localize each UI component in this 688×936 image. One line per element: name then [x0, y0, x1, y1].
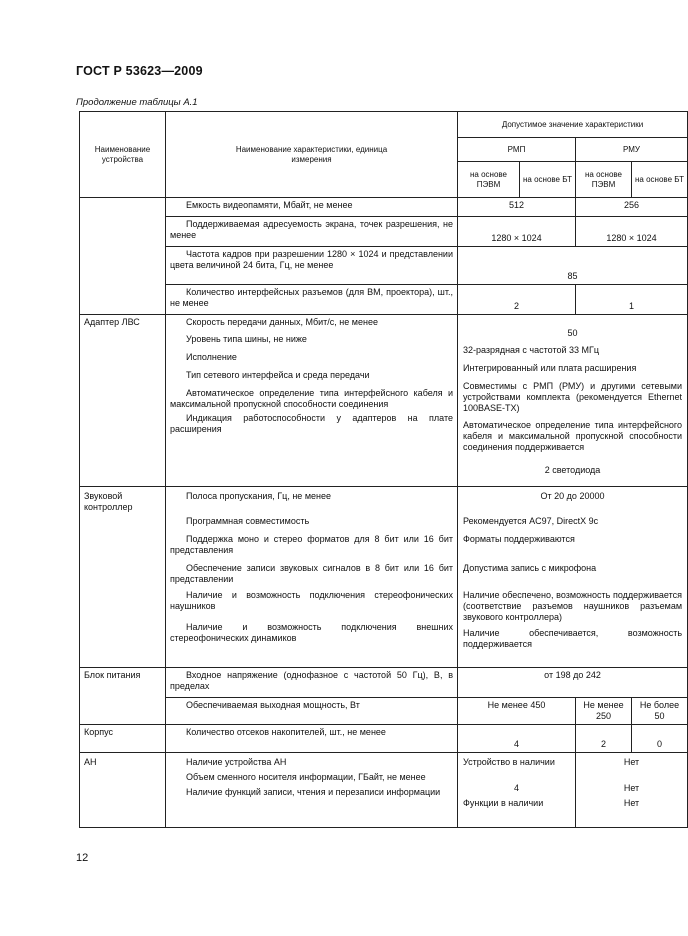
value-output-power-min: Не менее 450 — [458, 698, 576, 725]
characteristics-table — [79, 111, 688, 828]
char-text: Поддерживаемая адресуемость экрана, точек разрешения, не менее — [170, 219, 453, 240]
char-network-interface: Тип сетевого интерфейса и среда передачи — [186, 370, 370, 380]
char-text: Количество отсеков накопителей, шт., не менее — [186, 727, 386, 737]
value-an-capacity-rmp: 4 — [513, 783, 519, 793]
char-text: Количество интерфейсных разъемов (для ВМ, проектора), шт., не менее — [170, 287, 453, 308]
value-drive-bays-rmp: 4 — [458, 725, 576, 753]
char-indication: Индикация работоспособности у адаптеров на плате расширения — [170, 413, 453, 434]
rmu-interface-connectors: 1 — [576, 285, 688, 315]
value-drive-bays-rmu-pevm: 2 — [576, 725, 632, 753]
char-bandwidth: Полоса пропускания, Гц, не менее — [186, 491, 331, 501]
rmp-video-memory: 512 — [458, 198, 576, 217]
header-rmu-bt: на основе БТ — [632, 162, 688, 198]
rmp-screen-addressability: 1280 × 1024 — [458, 217, 576, 247]
value-an-capacity-rmu: Нет — [623, 783, 640, 793]
header-rmp-pevm: на основе ПЭВМ — [458, 162, 520, 198]
device-case — [80, 725, 166, 753]
char-text: Обеспечиваемая выходная мощность, Вт — [186, 700, 360, 710]
char-bus-level: Уровень типа шины, не ниже — [186, 334, 307, 344]
rmu-screen-addressability: 1280 × 1024 — [576, 217, 688, 247]
device-sound-controller — [80, 487, 166, 668]
device-label: Адаптер ЛВС — [84, 317, 140, 327]
char-speakers: Наличие и возможность подключения внешних стереофонических динамиков — [170, 622, 453, 643]
table-caption: Продолжение таблицы А.1 — [76, 97, 198, 108]
header-rmp-bt: на основе БТ — [520, 162, 576, 198]
char-screen-addressability — [166, 217, 458, 247]
value-auto-detect: Автоматическое определение типа интерфейсного кабеля и максимальной пропускной способности соединения поддерживается — [463, 420, 683, 452]
value-speakers: Наличие обеспечивается, возможность поддерживается — [463, 628, 683, 649]
char-an-capacity: Объем сменного носителя информации, ГБайт, не менее — [186, 772, 426, 782]
value-software-compat: Рекомендуется AC97, DirectX 9c — [463, 516, 599, 526]
value-an-functions-rmp: Функции в наличии — [463, 798, 544, 808]
char-mono-stereo: Поддержка моно и стерео форматов для 8 бит или 16 бит представления — [170, 534, 453, 555]
char-drive-bays — [166, 725, 458, 753]
page-number: 12 — [76, 852, 89, 864]
char-execution: Исполнение — [186, 352, 237, 362]
header-rmu: РМУ — [576, 138, 688, 162]
chars-an — [166, 753, 458, 828]
header-allowed-value: Допустимое значение характеристики — [458, 112, 688, 138]
header-device: Наименование устройства — [80, 112, 166, 198]
char-frame-rate — [166, 247, 458, 285]
value-indication: 2 светодиода — [544, 465, 601, 475]
value-an-presence-rmu: Нет — [623, 757, 640, 767]
chars-lan-adapter — [166, 315, 458, 487]
char-an-presence: Наличие устройства АН — [186, 757, 287, 767]
value-an-functions-rmu: Нет — [623, 798, 640, 808]
char-an-functions: Наличие функций записи, чтения и перезаписи информации — [186, 787, 441, 797]
value-network-interface: Совместимы с РМП (РМУ) и другими сетевыми устройствами комплекта (рекомендуется Ethernet 100BASE-TX) — [463, 381, 683, 413]
char-video-memory — [166, 198, 458, 217]
char-text: Частота кадров при разрешении 1280 × 1024 и представлении цвета величиной 24 бита, Гц, не менее — [170, 249, 453, 270]
device-cell-video — [80, 198, 166, 315]
device-label: Блок питания — [84, 670, 141, 680]
rmp-interface-connectors: 2 — [458, 285, 576, 315]
device-lan-adapter — [80, 315, 166, 487]
values-an-rmu — [576, 753, 688, 828]
char-input-voltage — [166, 668, 458, 698]
values-lan-adapter — [458, 315, 688, 487]
value-input-voltage: от 198 до 242 — [458, 668, 688, 698]
value-data-rate: 50 — [567, 328, 578, 338]
header-rmp: РМП — [458, 138, 576, 162]
value-mono-stereo: Форматы поддерживаются — [463, 534, 575, 544]
char-headphones: Наличие и возможность подключения стереофонических наушников — [170, 590, 453, 611]
header-characteristic: Наименование характеристики, единица измерения — [166, 112, 458, 198]
value-bandwidth: От 20 до 20000 — [540, 491, 605, 501]
char-auto-detect: Автоматическое определение типа интерфейсного кабеля и максимальной пропускной способности соединения — [170, 388, 453, 409]
char-software-compat: Программная совместимость — [186, 516, 310, 526]
char-recording: Обеспечение записи звуковых сигналов в 8 бит или 16 бит представлении — [170, 563, 453, 584]
char-text: Емкость видеопамяти, Мбайт, не менее — [186, 200, 353, 210]
values-sound-controller — [458, 487, 688, 668]
header-rmu-pevm: на основе ПЭВМ — [576, 162, 632, 198]
value-headphones: Наличие обеспечено, возможность поддерживается (соответствие разъемов наушников разъемам звукового контроллера) — [463, 590, 683, 622]
value-an-presence-rmp: Устройство в наличии — [463, 757, 555, 767]
char-interface-connectors — [166, 285, 458, 315]
char-data-rate: Скорость передачи данных, Мбит/с, не менее — [186, 317, 378, 327]
value-bus-level: 32-разрядная с частотой 33 МГц — [463, 345, 600, 355]
char-output-power — [166, 698, 458, 725]
device-label: Корпус — [84, 727, 114, 737]
device-power-supply — [80, 668, 166, 725]
value-output-power-50: Не более 50 — [632, 698, 688, 725]
device-label: Звуковой контроллер — [84, 491, 133, 512]
value-recording: Допустима запись с микрофона — [463, 563, 597, 573]
value-drive-bays-rmu-bt: 0 — [632, 725, 688, 753]
value-output-power-250: Не менее 250 — [576, 698, 632, 725]
value-frame-rate: 85 — [458, 247, 688, 285]
device-label: АН — [84, 757, 97, 767]
char-text: Входное напряжение (однофазное с частотой 50 Гц), В, в пределах — [170, 670, 453, 691]
chars-sound-controller — [166, 487, 458, 668]
value-execution: Интегрированный или плата расширения — [463, 363, 637, 373]
values-an-rmp — [458, 753, 576, 828]
rmu-video-memory: 256 — [576, 198, 688, 217]
device-an — [80, 753, 166, 828]
document-header: ГОСТ Р 53623—2009 — [76, 64, 203, 78]
